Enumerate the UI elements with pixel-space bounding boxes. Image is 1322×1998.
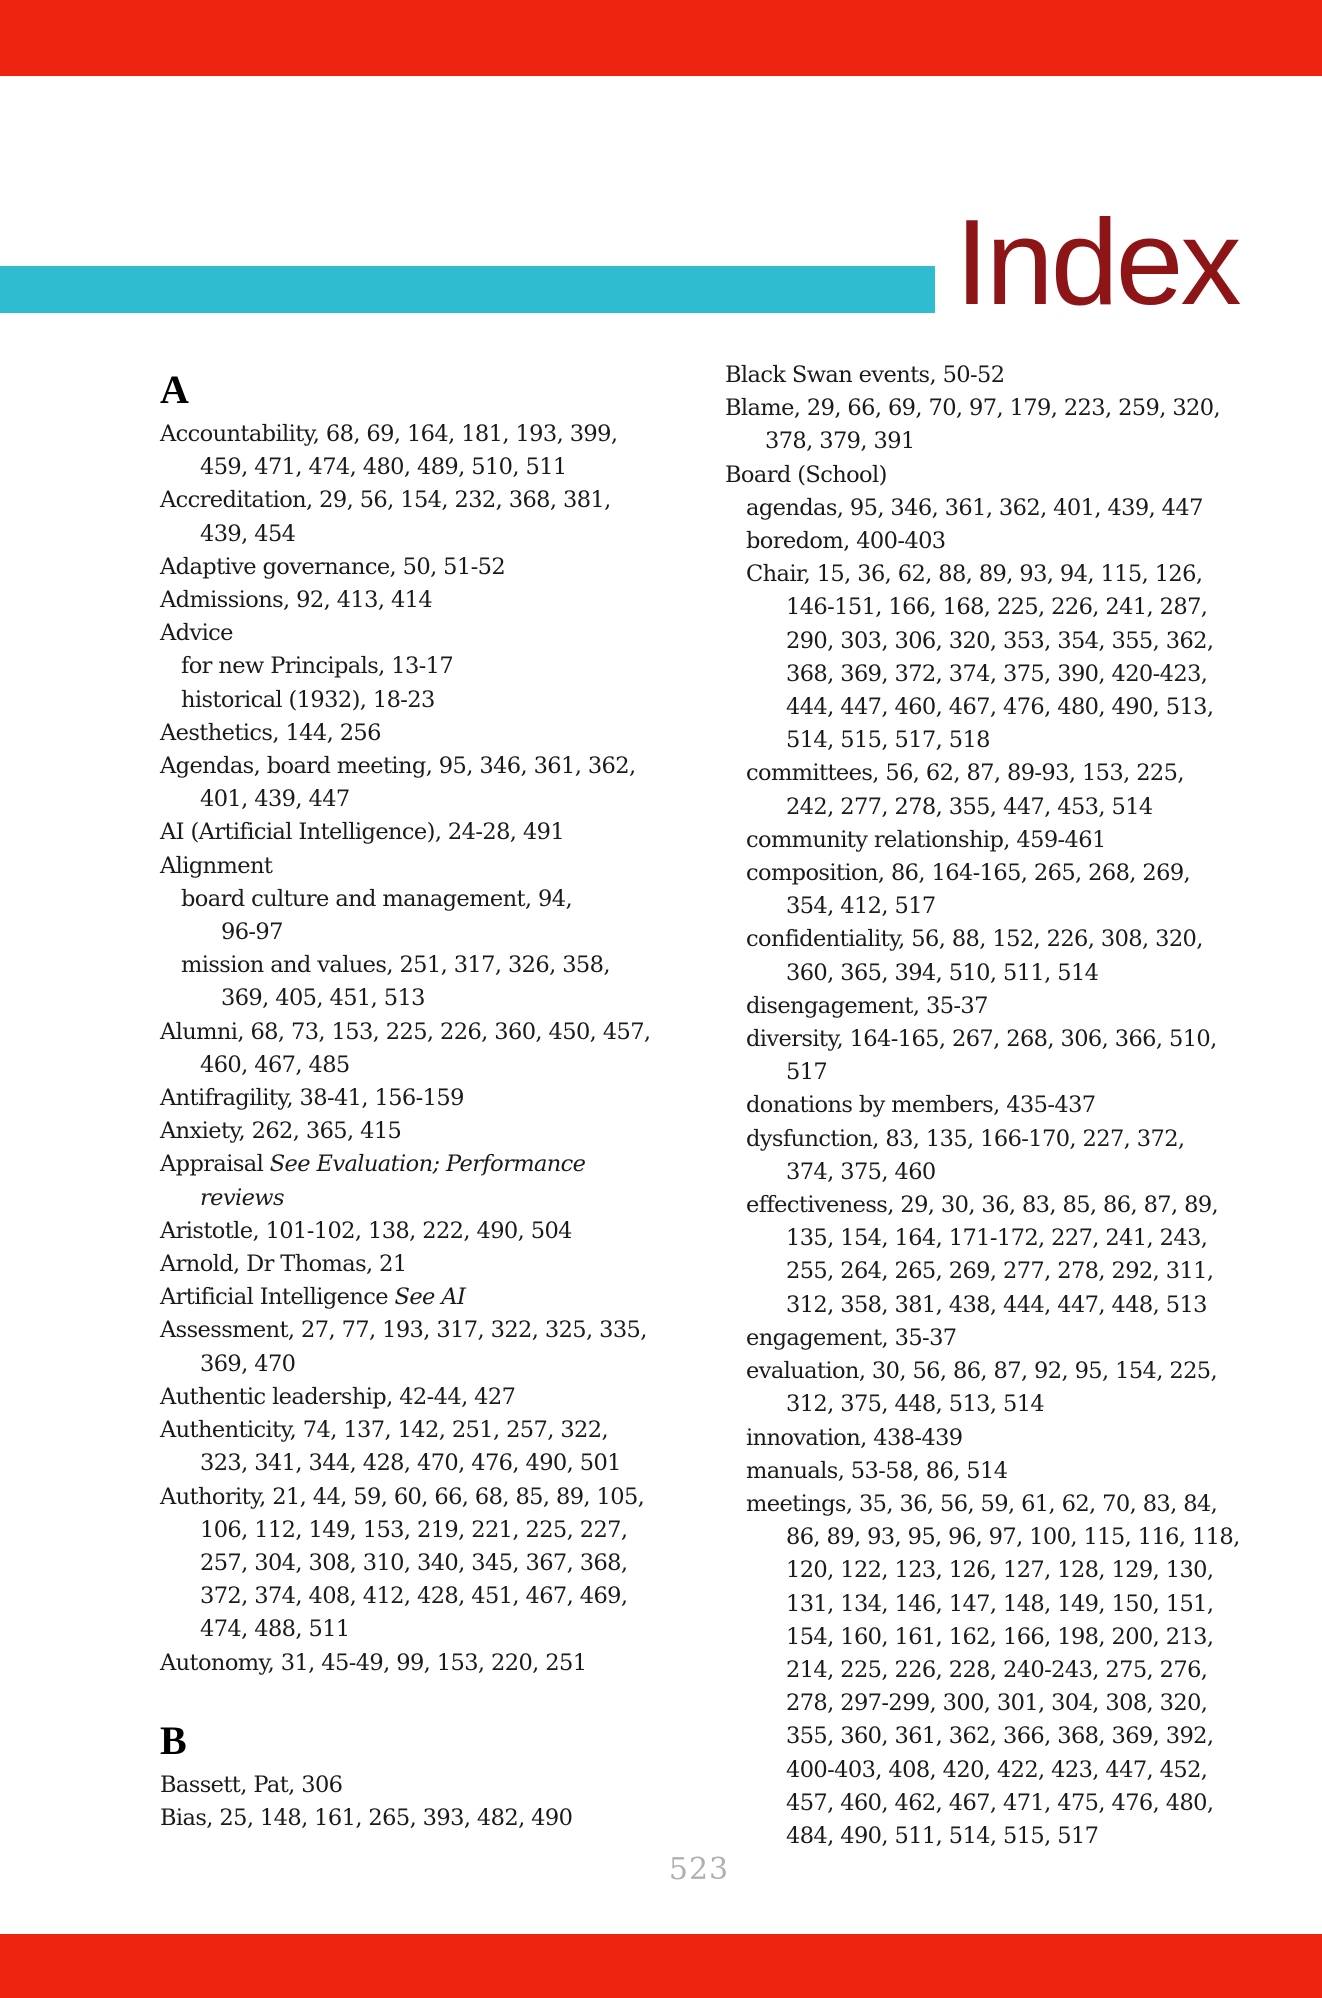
entry-line: donations by members, 435-437	[746, 1092, 1096, 1119]
entry-line: Aesthetics, 144, 256	[160, 719, 381, 746]
index-subentry	[725, 1189, 1265, 1322]
entry-line: for new Principals, 13-17	[181, 653, 454, 680]
entry-line: Chair, 15, 36, 62, 88, 89, 93, 94, 115, 126,	[746, 561, 1203, 588]
see-reference-continued: reviews	[200, 1184, 284, 1211]
entry-line: 400-403, 408, 420, 422, 423, 447, 452,	[786, 1756, 1208, 1783]
index-entry	[160, 1381, 680, 1414]
entry-line: committees, 56, 62, 87, 89-93, 153, 225,	[746, 760, 1184, 787]
index-entry	[160, 816, 680, 849]
page-title: Index	[955, 194, 1239, 330]
index-entry	[160, 1769, 680, 1802]
index-entry	[160, 551, 680, 584]
entry-line: 372, 374, 408, 412, 428, 451, 467, 469,	[200, 1583, 628, 1610]
entry-line: 354, 412, 517	[786, 893, 936, 920]
entry-line: AI (Artificial Intelligence), 24-28, 491	[160, 819, 565, 846]
entry-line: board culture and management, 94,	[181, 885, 573, 912]
entry-line: 131, 134, 146, 147, 148, 149, 150, 151,	[786, 1590, 1214, 1617]
entry-line: 290, 303, 306, 320, 353, 354, 355, 362,	[786, 627, 1214, 654]
title-accent-bar	[0, 266, 935, 313]
section-gap	[160, 1680, 680, 1713]
index-entry	[160, 850, 680, 883]
entry-line: 255, 264, 265, 269, 277, 278, 292, 311,	[786, 1258, 1214, 1285]
entry-line: 474, 488, 511	[200, 1616, 350, 1643]
index-entry	[160, 1082, 680, 1115]
entry-line: 146-151, 166, 168, 225, 226, 241, 287,	[786, 594, 1208, 621]
entry-line: confidentiality, 56, 88, 152, 226, 308, 320,	[746, 926, 1203, 953]
index-entry	[725, 392, 1265, 458]
index-entry	[160, 418, 680, 484]
entry-line: 460, 467, 485	[200, 1051, 350, 1078]
entry-line: effectiveness, 29, 30, 36, 83, 85, 86, 87, 89,	[746, 1192, 1219, 1219]
entry-line: Blame, 29, 66, 69, 70, 97, 179, 223, 259, 320,	[725, 395, 1221, 422]
index-subentry	[725, 1023, 1265, 1089]
see-reference: See Evaluation; Performance	[269, 1151, 586, 1178]
index-entry	[160, 1281, 680, 1314]
entry-line: 517	[786, 1059, 828, 1086]
entry-line: 369, 470	[200, 1350, 296, 1377]
entry-line: innovation, 438-439	[746, 1424, 963, 1451]
entry-line: 154, 160, 161, 162, 166, 198, 200, 213,	[786, 1623, 1214, 1650]
entry-line: Accreditation, 29, 56, 154, 232, 368, 381,	[160, 487, 611, 514]
entry-line: Bassett, Pat, 306	[160, 1771, 343, 1798]
entry-line: 444, 447, 460, 467, 476, 480, 490, 513,	[786, 694, 1214, 721]
entry-line: historical (1932), 18-23	[181, 686, 435, 713]
entry-line: 401, 439, 447	[200, 786, 350, 813]
index-entry	[160, 1148, 680, 1214]
entry-line: engagement, 35-37	[746, 1324, 957, 1351]
entry-line: Board (School)	[725, 461, 887, 488]
index-entry	[160, 484, 680, 550]
index-subentry	[725, 757, 1265, 823]
entry-line: 242, 277, 278, 355, 447, 453, 514	[786, 793, 1153, 820]
entry-line: 323, 341, 344, 428, 470, 476, 490, 501	[200, 1450, 621, 1477]
entry-line: Authority, 21, 44, 59, 60, 66, 68, 85, 89, 105,	[160, 1483, 645, 1510]
entry-line: Agendas, board meeting, 95, 346, 361, 362,	[160, 753, 636, 780]
index-entry	[160, 1414, 680, 1480]
entry-line: disengagement, 35-37	[746, 992, 988, 1019]
entry-line: Autonomy, 31, 45-49, 99, 153, 220, 251	[160, 1649, 587, 1676]
index-subentry	[725, 1355, 1265, 1421]
entry-line: meetings, 35, 36, 56, 59, 61, 62, 70, 83, 84,	[746, 1490, 1218, 1517]
index-subentry	[160, 684, 680, 717]
entry-line: 96-97	[221, 919, 283, 946]
index-entry	[160, 1314, 680, 1380]
entry-line: 368, 369, 372, 374, 375, 390, 420-423,	[786, 660, 1208, 687]
index-subentry	[725, 1123, 1265, 1189]
entry-line: 312, 358, 381, 438, 444, 447, 448, 513	[786, 1291, 1207, 1318]
entry-line: Arnold, Dr Thomas, 21	[160, 1251, 407, 1278]
entry-line: manuals, 53-58, 86, 514	[746, 1457, 1008, 1484]
index-entry	[160, 1115, 680, 1148]
entry-line: Alumni, 68, 73, 153, 225, 226, 360, 450, 457,	[160, 1018, 651, 1045]
entry-line: Artificial Intelligence	[160, 1284, 395, 1311]
page-number: 523	[668, 1852, 730, 1887]
entry-line: 374, 375, 460	[786, 1158, 936, 1185]
entry-line: 457, 460, 462, 467, 471, 475, 476, 480,	[786, 1789, 1214, 1816]
section-letter: B	[160, 1717, 187, 1763]
entry-line: 360, 365, 394, 510, 511, 514	[786, 959, 1099, 986]
entry-line: 278, 297-299, 300, 301, 304, 308, 320,	[786, 1690, 1208, 1717]
entry-line: 106, 112, 149, 153, 219, 221, 225, 227,	[200, 1516, 628, 1543]
entry-line: 369, 405, 451, 513	[221, 985, 425, 1012]
index-subentry	[725, 990, 1265, 1023]
entry-line: 484, 490, 511, 514, 515, 517	[786, 1822, 1099, 1849]
entry-line: 257, 304, 308, 310, 340, 345, 367, 368,	[200, 1549, 628, 1576]
entry-line: boredom, 400-403	[746, 528, 946, 555]
index-entry	[160, 1016, 680, 1082]
index-entry	[160, 584, 680, 617]
index-entry	[160, 1481, 680, 1647]
entry-line: agendas, 95, 346, 361, 362, 401, 439, 447	[746, 494, 1203, 521]
entry-line: 355, 360, 361, 362, 366, 368, 369, 392,	[786, 1723, 1214, 1750]
index-entry	[160, 617, 680, 650]
index-subentry	[725, 1455, 1265, 1488]
entry-line: Aristotle, 101-102, 138, 222, 490, 504	[160, 1217, 572, 1244]
index-entry	[160, 1802, 680, 1835]
index-subentry	[725, 1089, 1265, 1122]
entry-line: 135, 154, 164, 171-172, 227, 241, 243,	[786, 1225, 1208, 1252]
entry-line: Alignment	[160, 852, 273, 879]
entry-line: 439, 454	[200, 520, 296, 547]
entry-line: 86, 89, 93, 95, 96, 97, 100, 115, 116, 118,	[786, 1524, 1240, 1551]
entry-line: 514, 515, 517, 518	[786, 727, 990, 754]
entry-line: 459, 471, 474, 480, 489, 510, 511	[200, 454, 567, 481]
entry-line: 120, 122, 123, 126, 127, 128, 129, 130,	[786, 1557, 1214, 1584]
entry-line: 214, 225, 226, 228, 240-243, 275, 276,	[786, 1656, 1208, 1683]
index-subentry	[725, 558, 1265, 757]
index-subentry	[725, 1322, 1265, 1355]
index-subentry	[725, 525, 1265, 558]
index-subentry	[725, 1422, 1265, 1455]
entry-line: Antifragility, 38-41, 156-159	[160, 1085, 464, 1112]
index-entry	[160, 1647, 680, 1680]
section-letter: A	[160, 367, 189, 412]
index-subentry	[725, 923, 1265, 989]
index-subentry	[725, 492, 1265, 525]
entry-line: Black Swan events, 50-52	[725, 362, 1005, 388]
entry-line: 312, 375, 448, 513, 514	[786, 1391, 1045, 1418]
entry-line: Authentic leadership, 42-44, 427	[160, 1383, 516, 1410]
index-entry	[160, 1215, 680, 1248]
index-subentry	[725, 1488, 1265, 1853]
index-subentry	[160, 949, 680, 1015]
entry-line: Anxiety, 262, 365, 415	[160, 1118, 402, 1145]
entry-line: mission and values, 251, 317, 326, 358,	[181, 952, 610, 979]
entry-line: Authenticity, 74, 137, 142, 251, 257, 322,	[160, 1417, 609, 1444]
entry-line: diversity, 164-165, 267, 268, 306, 366, 510,	[746, 1026, 1217, 1053]
top-red-band	[0, 0, 1322, 76]
index-subentry	[160, 650, 680, 683]
index-entry	[160, 1248, 680, 1281]
bottom-red-band	[0, 1934, 1322, 1998]
see-reference: See AI	[394, 1284, 466, 1311]
entry-line: dysfunction, 83, 135, 166-170, 227, 372,	[746, 1125, 1185, 1152]
index-entry	[725, 359, 1265, 392]
entry-line: composition, 86, 164-165, 265, 268, 269,	[746, 860, 1191, 887]
entry-line: Assessment, 27, 77, 193, 317, 322, 325, 335,	[160, 1317, 647, 1344]
index-entry	[160, 717, 680, 750]
entry-line: Advice	[160, 620, 233, 647]
index-subentry	[725, 824, 1265, 857]
entry-line: Admissions, 92, 413, 414	[160, 587, 433, 614]
index-column-left	[160, 362, 680, 1835]
index-subentry	[725, 857, 1265, 923]
index-entry	[160, 750, 680, 816]
entry-line: evaluation, 30, 56, 86, 87, 92, 95, 154, 225,	[746, 1358, 1218, 1385]
index-entry	[725, 459, 1265, 492]
entry-line: Bias, 25, 148, 161, 265, 393, 482, 490	[160, 1804, 573, 1831]
index-column-right	[725, 359, 1265, 1853]
entry-line: 378, 379, 391	[765, 428, 915, 455]
entry-line: community relationship, 459-461	[746, 826, 1106, 853]
entry-line: Accountability, 68, 69, 164, 181, 193, 399,	[160, 421, 618, 447]
entry-line: Appraisal	[160, 1151, 270, 1178]
entry-line: Adaptive governance, 50, 51-52	[160, 553, 506, 580]
index-subentry	[160, 883, 680, 949]
